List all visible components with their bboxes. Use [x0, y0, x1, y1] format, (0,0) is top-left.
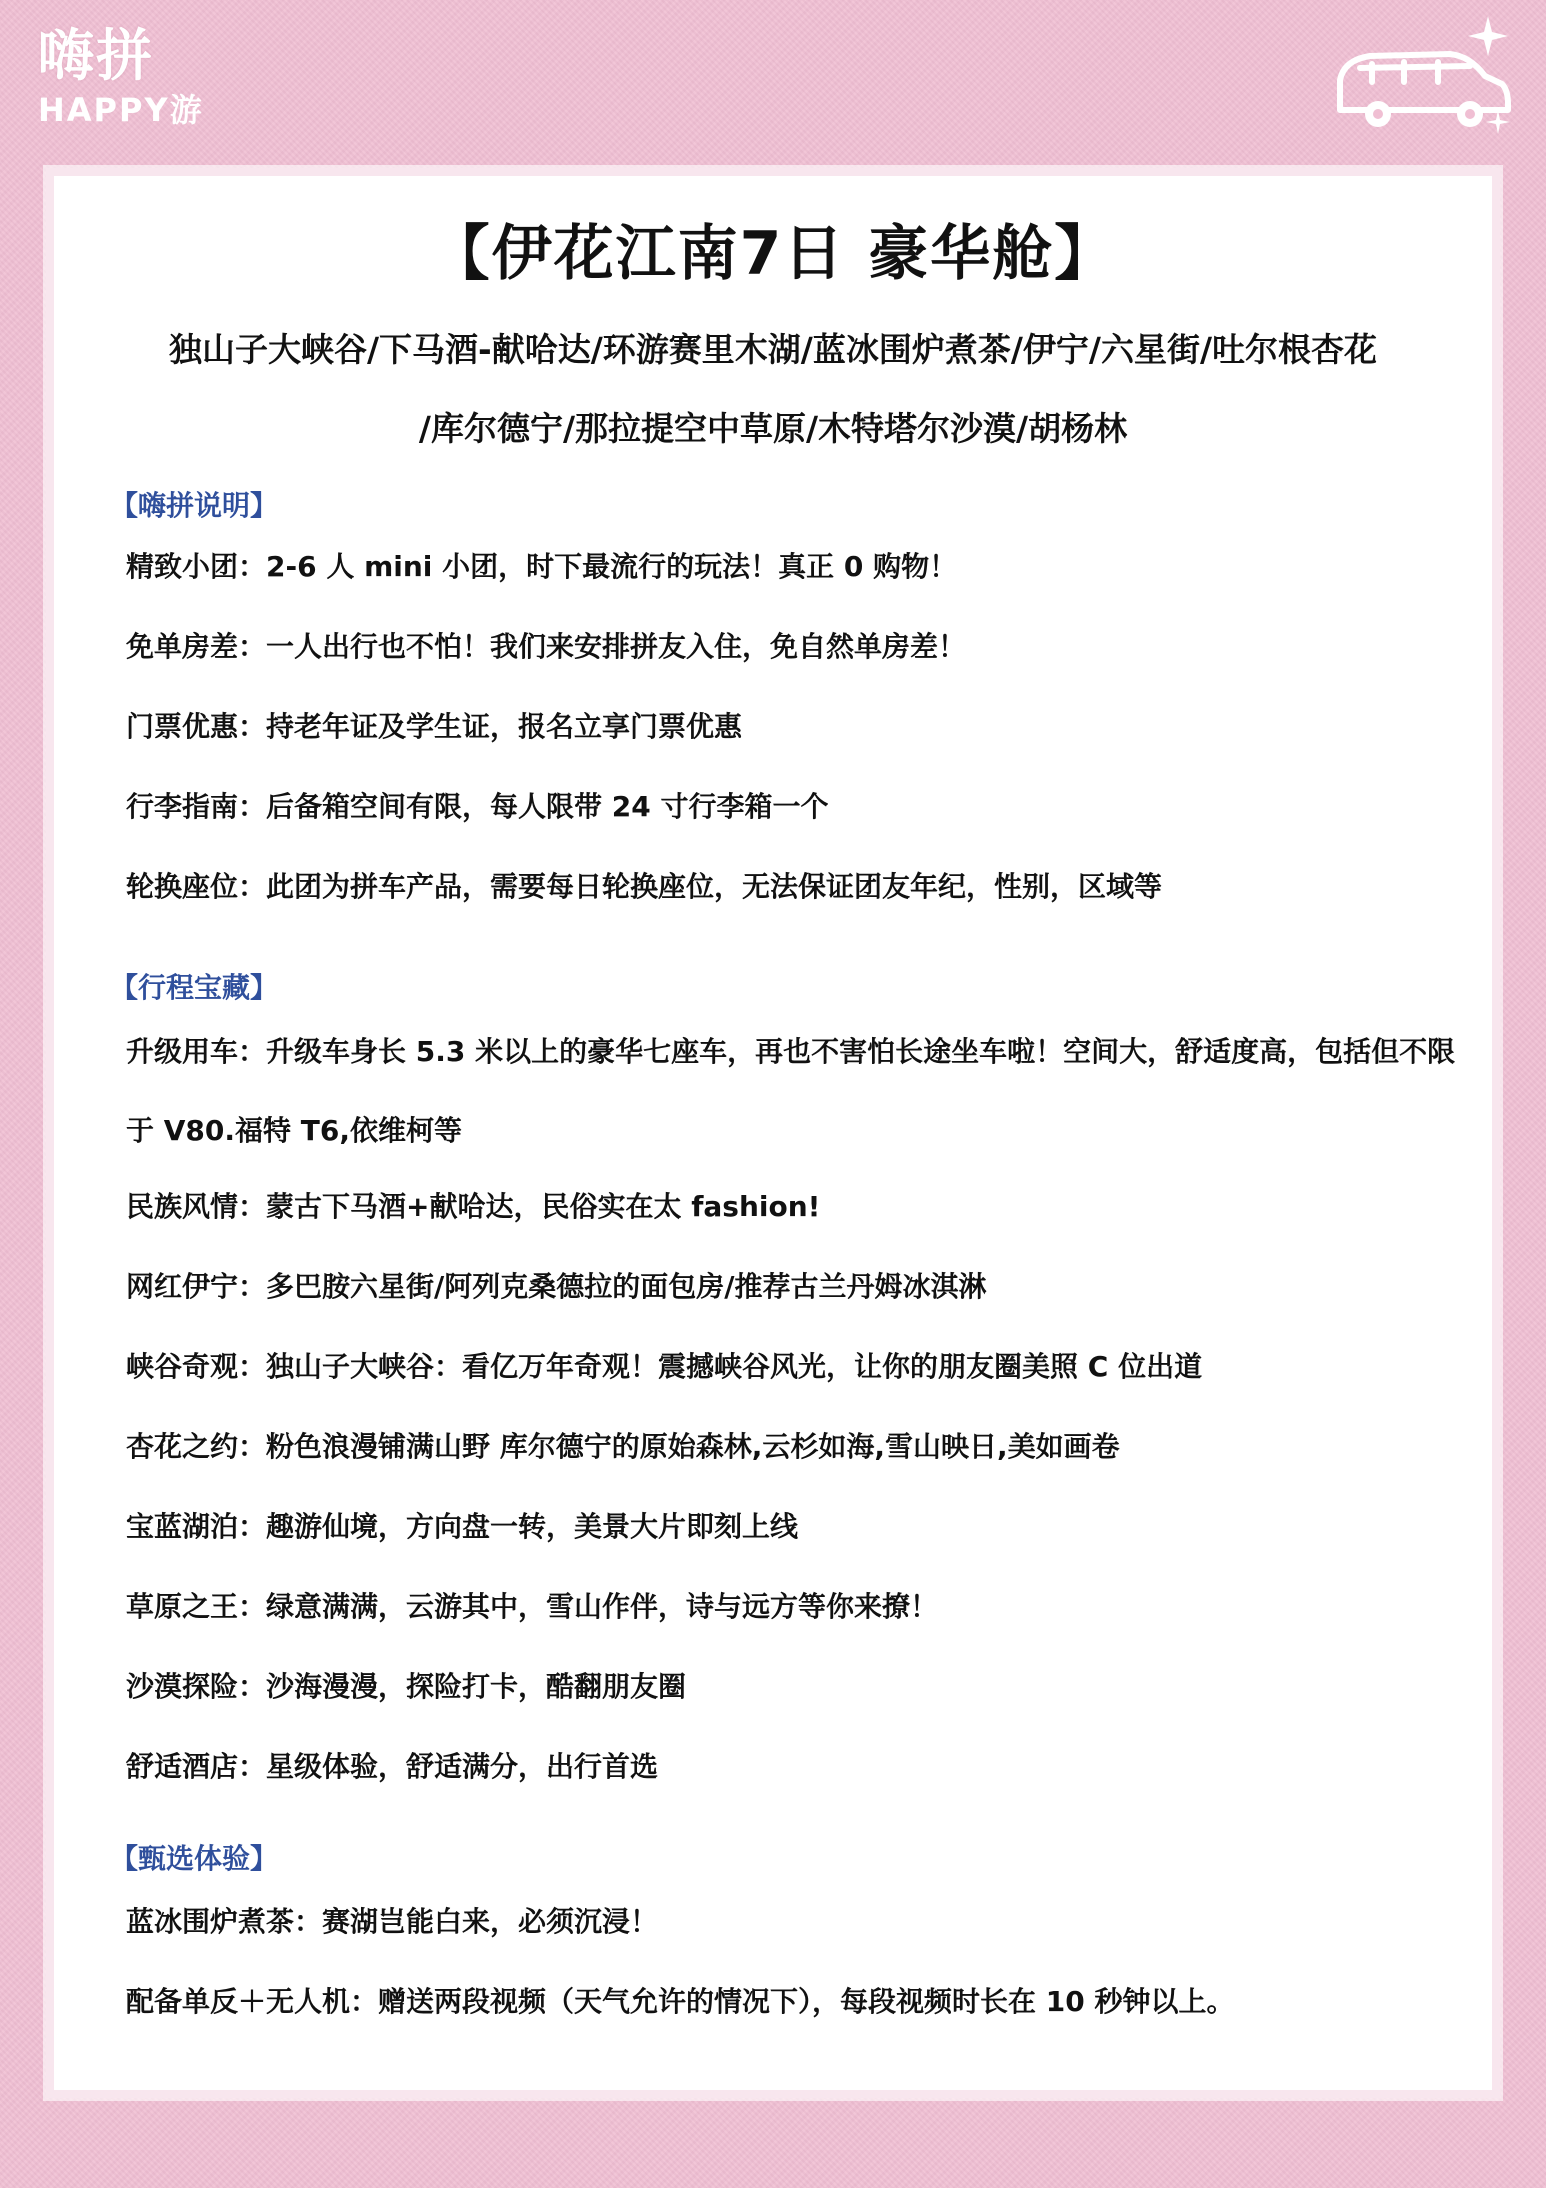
section-title-highlights: 【行程宝藏】: [110, 971, 279, 1004]
item-key: 蓝冰围炉煮茶：: [126, 1905, 323, 1938]
item-value: 独山子大峡谷：看亿万年奇观！震撼峡谷风光，让你的朋友圈美照 C 位出道: [266, 1350, 1203, 1383]
item-key: 网红伊宁：: [126, 1270, 267, 1303]
item-value: 粉色浪漫铺满山野 库尔德宁的原始森林,云杉如海,雪山映日,美如画卷: [266, 1430, 1120, 1463]
list-item: [126, 706, 742, 748]
item-value: 一人出行也不怕！我们来安排拼友入住，免自然单房差！: [266, 630, 967, 663]
item-key: 峡谷奇观：: [126, 1350, 267, 1383]
logo-sub-text: HAPPY游: [38, 91, 204, 129]
item-value: 此团为拼车产品，需要每日轮换座位，无法保证团友年纪，性别，区域等: [266, 870, 1163, 903]
item-value: 赠送两段视频（天气允许的情况下），每段视频时长在 10 秒钟以上。: [378, 1985, 1235, 2018]
page-title: 【伊花江南7日 豪华舱】: [429, 219, 1117, 289]
list-item: [126, 1266, 986, 1308]
list-item: [126, 1586, 938, 1628]
list-item: [126, 1012, 1476, 1170]
itinerary-card: [46, 168, 1500, 2098]
item-value: 2-6 人 mini 小团，时下最流行的玩法！真正 0 购物！: [266, 550, 958, 583]
list-item: [126, 1746, 658, 1788]
item-key: 精致小团：: [126, 550, 267, 583]
item-value: 多巴胺六星街/阿列克桑德拉的面包房/推荐古兰丹姆冰淇淋: [266, 1270, 987, 1303]
item-key: 草原之王：: [126, 1590, 267, 1623]
section-title-notes: 【嗨拼说明】: [110, 489, 279, 522]
list-item: [126, 1901, 658, 1943]
list-item: [126, 786, 828, 828]
list-item: [126, 866, 1162, 908]
car-icon: [1320, 10, 1520, 150]
list-item: [126, 1346, 1202, 1388]
brand-logo: [34, 18, 224, 138]
list-item: [126, 626, 966, 668]
list-item: [126, 1506, 798, 1548]
item-value: 星级体验，舒适满分，出行首选: [266, 1750, 659, 1783]
section-title-experiences: 【甄选体验】: [110, 1842, 279, 1875]
item-value: 绿意满满，云游其中，雪山作伴，诗与远方等你来撩！: [266, 1590, 939, 1623]
logo-main-text: 嗨拼: [38, 24, 154, 89]
item-key: 杏花之约：: [126, 1430, 267, 1463]
item-key: 行李指南：: [126, 790, 267, 823]
list-item: [126, 1186, 820, 1228]
item-value: 持老年证及学生证，报名立享门票优惠: [266, 710, 743, 743]
item-value: 蒙古下马酒+献哈达，民俗实在太 fashion!: [266, 1190, 821, 1223]
item-key: 门票优惠：: [126, 710, 267, 743]
list-item: [126, 1666, 686, 1708]
item-key: 民族风情：: [126, 1190, 267, 1223]
item-key: 轮换座位：: [126, 870, 267, 903]
item-value: 赛湖岂能白来，必须沉浸！: [322, 1905, 659, 1938]
route-line-2: /库尔德宁/那拉提空中草原/木特塔尔沙漠/胡杨林: [418, 409, 1128, 448]
item-key: 免单房差：: [126, 630, 267, 663]
item-key: 升级用车：: [126, 1035, 267, 1068]
item-value: 后备箱空间有限，每人限带 24 寸行李箱一个: [266, 790, 829, 823]
item-value: 趣游仙境，方向盘一转，美景大片即刻上线: [266, 1510, 799, 1543]
item-key: 配备单反＋无人机：: [126, 1985, 379, 2018]
item-key: 沙漠探险：: [126, 1670, 267, 1703]
list-item: [126, 546, 957, 588]
route-line-1: 独山子大峡谷/下马酒-献哈达/环游赛里木湖/蓝冰围炉煮茶/伊宁/六星街/吐尔根杏花: [168, 330, 1377, 369]
item-key: 宝蓝湖泊：: [126, 1510, 267, 1543]
item-value: 升级车身长 5.3 米以上的豪华七座车，再也不害怕长途坐车啦！空间大，舒适度高，包括但不限于 V80.福特 T6,依维柯等: [126, 1035, 1456, 1147]
item-value: 沙海漫漫，探险打卡，酷翻朋友圈: [266, 1670, 687, 1703]
item-key: 舒适酒店：: [126, 1750, 267, 1783]
list-item: [126, 1426, 1120, 1468]
list-item: [126, 1981, 1234, 2023]
